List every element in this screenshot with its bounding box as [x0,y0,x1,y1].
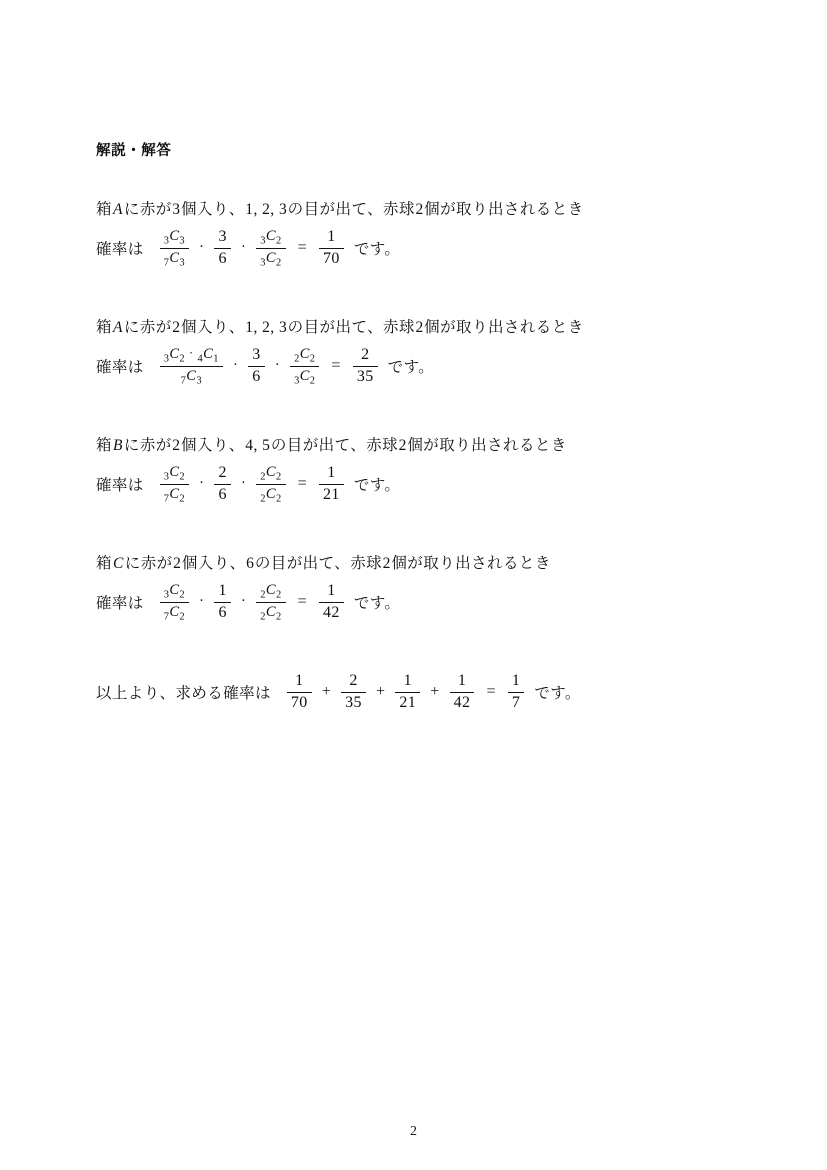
section-heading: 解説・解答 [96,143,172,159]
multiplication-operator: · [232,356,239,373]
case-4-text-4: の目が出て、赤球 [254,555,383,573]
case-2-red-count: 2 [172,319,181,337]
case-4-term-2-denominator: 6 [218,603,227,621]
case-1-expression [158,229,346,269]
case-4-box-label: C [112,555,124,573]
summary-line [96,670,736,714]
case-1-text-4: の目が出て、赤球 [287,201,415,219]
fraction-bar [248,366,264,367]
case-1-term-1 [160,229,189,269]
case-2-text-2: に赤が [123,319,172,337]
combination-term: $_3C_2$ [163,463,186,482]
fraction-bar [508,692,524,693]
fraction-bar [256,248,285,249]
case-1-statement [96,198,736,222]
multiplication-operator: · [240,238,247,255]
case-4-drawn-count: 2 [382,555,391,573]
multiplication-operator: · [274,356,281,373]
case-4-formula [96,580,736,624]
case-1-result-numerator: 1 [327,227,336,245]
case-3-red-count: 2 [172,437,181,455]
case-2-term-2-numerator: 3 [252,345,261,363]
case-3-formula-lead: 確率は [96,477,144,495]
equals-operator: = [297,475,308,493]
summary-term-1-numerator: 1 [295,672,304,689]
solution-case-2 [96,316,736,388]
summary-result-numerator: 1 [511,672,521,689]
equals-operator: = [486,683,496,701]
case-4-result-denominator: 42 [323,603,340,621]
case-2-result-denominator: 35 [356,367,374,385]
case-3-term-1 [160,465,189,505]
fraction-bar [160,484,189,485]
combination-term: $_3C_2$ [260,227,282,246]
case-1-term-1-denominator [160,251,189,268]
case-2-formula [96,344,736,388]
case-1-term-2-numerator: 3 [218,227,227,245]
case-4-term-1 [160,583,189,623]
summary-term-1 [287,673,312,712]
case-2-term-1-denominator [177,369,206,386]
case-2-dice-values: 1, 2, 3 [245,319,288,337]
case-3-formula [96,462,736,506]
case-3-result [319,465,344,504]
case-4-text-5: 個が取り出されるとき [391,555,551,573]
case-2-term-1 [160,347,223,387]
fraction-bar [290,366,319,367]
equals-operator: = [297,239,308,257]
equals-operator: = [297,593,308,611]
summary-term-2-numerator: 2 [349,672,358,689]
solution-case-4 [96,552,736,624]
case-4-formula-tail: です。 [353,595,401,613]
multiplication-operator: · [199,592,205,609]
combination-term: $_7C_2$ [163,485,186,505]
case-4-term-2-numerator: 1 [218,582,227,599]
summary-term-3 [395,673,420,712]
combination-term: $_7C_3$ [180,367,202,387]
summary-term-3-numerator: 1 [403,672,413,689]
combination-term: $_7C_2$ [163,603,186,623]
case-1-term-2-denominator: 6 [218,249,227,267]
case-3-text-1: 箱 [96,437,112,455]
case-3-formula-tail: です。 [353,477,401,495]
fraction-bar [287,692,312,693]
plus-operator: + [375,683,386,701]
case-1-formula-tail: です。 [353,241,401,259]
case-1-red-count: 3 [172,201,181,219]
case-2-term-3-numerator [290,347,319,364]
case-2-term-2 [248,347,264,386]
multiplication-operator: · [199,238,205,255]
case-4-term-2 [214,583,230,622]
case-3-term-2-numerator: 2 [218,463,227,481]
case-1-drawn-count: 2 [415,201,424,219]
combination-term: $_2C_2$ [260,463,282,482]
document-content [96,143,736,714]
page-number: 2 [410,1124,417,1139]
case-4-text-2: に赤が [124,555,173,573]
case-2-term-3 [290,347,319,387]
case-1-formula [96,226,736,270]
case-2-text-5: 個が取り出されるとき [424,319,584,337]
case-1-text-2: に赤が [123,201,172,219]
combination-term: $_2C_2$ [260,485,282,505]
summary-term-1-denominator: 70 [290,693,308,711]
combination-term: $_3C_2$ [163,345,186,364]
case-1-term-3-numerator [256,229,285,246]
case-4-term-1-numerator [160,583,189,600]
fraction-bar [214,248,230,249]
case-3-box-label: B [112,437,123,455]
fraction-bar [319,602,344,603]
case-2-statement [96,316,736,340]
combination-term: $_7C_3$ [163,249,186,269]
case-4-expression [158,583,346,623]
case-4-text-3: 個入り、 [181,555,246,573]
summary-term-3-denominator: 21 [399,693,417,711]
solution-case-3 [96,434,736,506]
fraction-bar [395,692,420,693]
fraction-bar [319,484,344,485]
combination-term: $_3C_3$ [163,227,186,246]
case-3-drawn-count: 2 [398,437,407,455]
case-3-term-1-denominator [160,487,189,504]
case-1-text-3: 個入り、 [180,201,245,219]
plus-operator: + [430,683,440,701]
case-1-formula-lead: 確率は [96,241,144,259]
combination-term: $_4C_1$ [197,345,219,364]
combination-term: $_3C_2$ [163,581,186,600]
case-3-dice-values: 4, 5 [245,437,271,455]
case-1-text-1: 箱 [96,201,112,219]
case-2-result-numerator: 2 [361,345,370,363]
case-3-text-3: 個入り、 [180,437,245,455]
case-3-text-4: の目が出て、赤球 [270,437,399,455]
case-4-dice-values: 6 [246,555,255,573]
case-3-term-3-denominator [256,487,285,504]
case-2-text-3: 個入り、 [180,319,245,337]
case-4-term-1-denominator [160,605,189,622]
summary-tail: です。 [534,685,581,703]
case-2-text-4: の目が出て、赤球 [287,319,415,337]
combination-term: $_2C_2$ [294,345,316,364]
case-1-text-5: 個が取り出されるとき [424,201,584,219]
combination-term: $_2C_2$ [260,581,282,600]
case-3-term-2-denominator: 6 [218,485,227,503]
summary-term-4-denominator: 42 [453,693,471,711]
multiplication-operator: · [240,592,247,609]
case-1-term-3-denominator [256,251,285,268]
case-1-term-2 [214,229,230,268]
fraction-bar [341,692,366,693]
case-2-term-1-numerator [160,347,223,364]
case-3-text-5: 個が取り出されるとき [407,437,567,455]
case-2-formula-lead: 確率は [96,359,144,377]
case-3-statement [96,434,736,458]
combination-term: $_2C_2$ [260,603,282,623]
case-4-term-3-numerator [256,583,285,600]
multiplication-operator: · [189,345,194,360]
multiplication-operator: · [240,474,247,491]
fraction-bar [353,366,378,367]
case-1-result [319,229,344,268]
case-2-drawn-count: 2 [415,319,424,337]
summary-lead: 以上より、求める確率は [96,685,271,703]
case-4-term-3 [256,583,285,623]
case-4-term-3-denominator [256,605,285,622]
case-3-term-3 [256,465,285,505]
multiplication-operator: · [199,474,205,491]
case-3-expression [158,465,346,505]
case-3-result-numerator: 1 [327,463,336,481]
case-3-result-denominator: 21 [323,485,340,503]
case-2-term-2-denominator: 6 [252,367,261,385]
case-3-term-2 [214,465,230,504]
case-4-result [319,583,344,622]
fraction-bar [214,484,230,485]
fraction-bar [319,248,344,249]
equals-operator: = [331,357,341,375]
case-1-box-label: A [112,201,123,219]
case-2-result [353,347,378,386]
case-2-expression [158,347,380,387]
plus-operator: + [321,683,332,701]
case-4-text-1: 箱 [96,555,112,573]
case-2-formula-tail: です。 [387,359,435,377]
case-2-text-1: 箱 [96,319,112,337]
fraction-bar [256,602,285,603]
case-3-term-3-numerator [256,465,285,482]
summary-result-denominator: 7 [511,693,521,711]
summary-term-2 [341,673,366,712]
summary-result [508,673,524,712]
fraction-bar [450,692,475,693]
case-3-text-2: に赤が [123,437,172,455]
case-2-term-3-denominator [290,369,319,386]
summary-term-2-denominator: 35 [345,693,362,711]
solution-case-1 [96,198,736,270]
fraction-bar [160,602,189,603]
fraction-bar [256,484,285,485]
case-1-term-1-numerator [160,229,189,246]
case-4-result-numerator: 1 [327,582,336,599]
case-2-box-label: A [112,319,123,337]
case-4-red-count: 2 [173,555,182,573]
case-4-formula-lead: 確率は [96,595,144,613]
case-3-term-1-numerator [160,465,189,482]
case-1-dice-values: 1, 2, 3 [245,201,288,219]
fraction-bar [160,248,189,249]
summary-term-4 [450,673,475,712]
summary-term-4-numerator: 1 [457,672,467,689]
combination-term: $_3C_2$ [294,367,316,387]
fraction-bar [214,602,230,603]
fraction-bar [160,366,223,367]
combination-term: $_3C_2$ [260,249,282,269]
case-4-statement [96,552,736,576]
case-1-term-3 [256,229,285,269]
summary-expression [285,673,526,712]
case-1-result-denominator: 70 [323,249,340,267]
